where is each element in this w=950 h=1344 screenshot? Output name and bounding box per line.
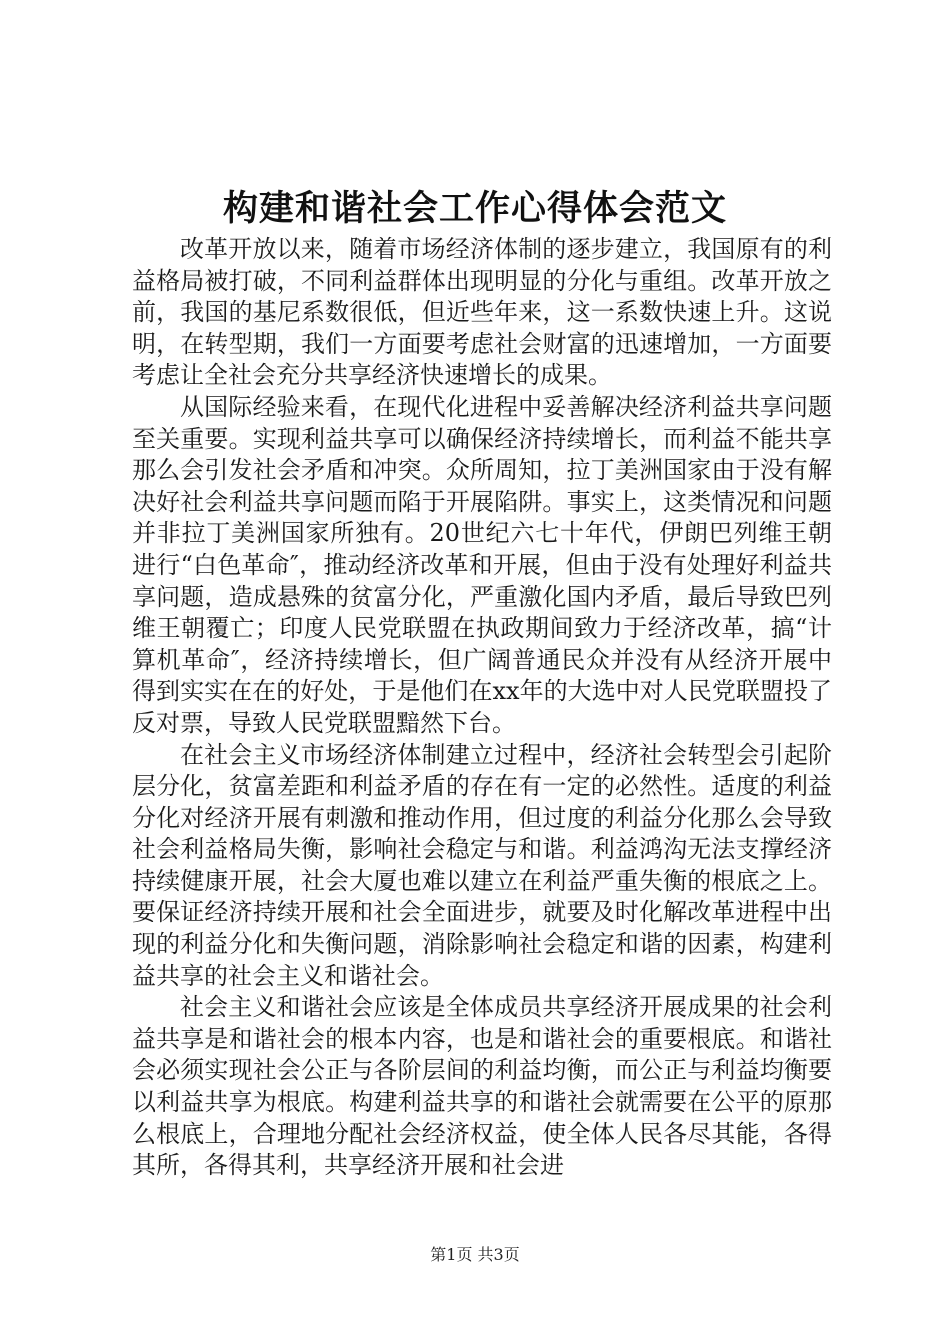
paragraph: 从国际经验来看，在现代化进程中妥善解决经济利益共享问题至关重要。实现利益共享可以确保经济持续增长，而利益不能共享那么会引发社会矛盾和冲突。众所周知，拉丁美洲国家由于没有解决好社会利益共享问题而陷于开展陷阱。事实上，这类情况和问题并非拉丁美洲国家所独有。20世纪六七十年代，伊朗巴列维王朝进行“白色革命″，推动经济改革和开展，但由于没有处理好利益共享问题，造成悬殊的贫富分化，严重激化国内矛盾，最后导致巴列维王朝覆亡；印度人民党联盟在执政期间致力于经济改革，搞“计算机革命″，经济持续增长，但广阔普通民众并没有从经济开展中得到实实在在的好处，于是他们在xx年的大选中对人民党联盟投了反对票，导致人民党联盟黯然下台。	[132, 392, 832, 737]
page-number-footer: 第1页 共3页	[430, 1245, 520, 1264]
document-title: 构建和谐社会工作心得体会范文	[222, 188, 727, 229]
paragraph: 社会主义和谐社会应该是全体成员共享经济开展成果的社会利益共享是和谐社会的根本内容，也是和谐社会的重要根底。和谐社会必须实现社会公正与各阶层间的利益均衡，而公正与利益均衡要以利益共享为根底。构建利益共享的和谐社会就需要在公平的原那么根底上，合理地分配社会经济权益，使全体人民各尽其能，各得其所，各得其利，共享经济开展和社会进	[132, 993, 832, 1180]
paragraph: 在社会主义市场经济体制建立过程中，经济社会转型会引起阶层分化，贫富差距和利益矛盾的存在有一定的必然性。适度的利益分化对经济开展有刺激和推动作用，但过度的利益分化那么会导致社会利益格局失衡，影响社会稳定与和谐。利益鸿沟无法支撑经济持续健康开展，社会大厦也难以建立在利益严重失衡的根底之上。要保证经济持续开展和社会全面进步，就要及时化解改革进程中出现的利益分化和失衡问题，消除影响社会稳定和谐的因素，构建利益共享的社会主义和谐社会。	[132, 740, 832, 990]
paragraph: 改革开放以来，随着市场经济体制的逐步建立，我国原有的利益格局被打破，不同利益群体出现明显的分化与重组。改革开放之前，我国的基尼系数很低，但近些年来，这一系数快速上升。这说明，在转型期，我们一方面要考虑社会财富的迅速增加，一方面要考虑让全社会充分共享经济快速增长的成果。	[132, 235, 832, 390]
document-body	[132, 234, 832, 1182]
